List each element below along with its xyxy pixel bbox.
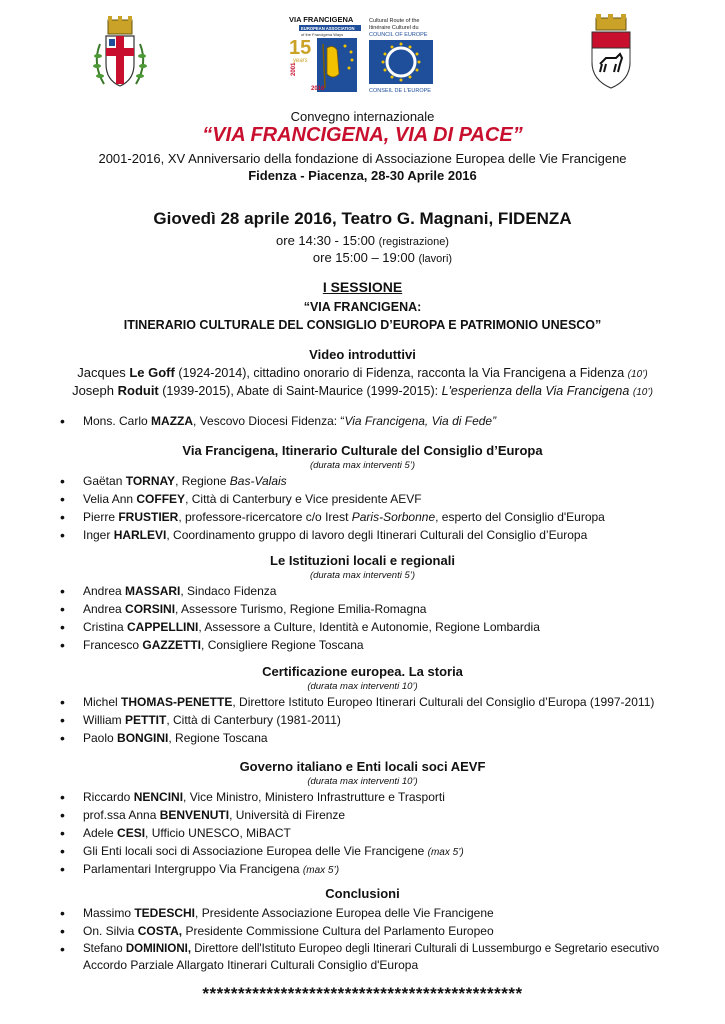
council-of-europe-logo <box>367 14 437 94</box>
item-italic: Bas-Valais <box>229 474 287 488</box>
video-heading: Video introduttivi <box>309 347 416 362</box>
item-pre: Massimo <box>83 906 135 920</box>
section-heading: Governo italiano e Enti locali soci AEVF <box>239 759 486 774</box>
list-item <box>60 508 710 526</box>
years-word: years <box>293 58 308 64</box>
item-rest: , professore-ricercatore c/o Irest <box>178 510 352 524</box>
section-list <box>60 582 710 654</box>
video-line2-bold: Roduit <box>117 383 159 398</box>
list-item <box>60 806 710 824</box>
item-italic: (max 5’) <box>302 865 340 876</box>
time-registration-value: ore 14:30 - 15:00 <box>276 233 376 248</box>
item-bold: HARLEVI <box>113 528 167 542</box>
aevf-logo-subtext: of the Francigena Ways <box>301 32 344 37</box>
item-bold: THOMAS-PENETTE <box>121 695 233 709</box>
item-pre: Andrea <box>83 602 126 616</box>
footer-stars: ********************************************* <box>202 984 523 1003</box>
list-item <box>60 636 710 654</box>
item-bold: TEDESCHI <box>134 906 196 920</box>
piacenza-crest-logo <box>588 14 634 90</box>
list-item <box>60 582 710 600</box>
via-francigena-15-years-logo <box>287 14 367 94</box>
list-item <box>60 940 710 958</box>
section-heading: Certificazione europea. La storia <box>262 664 463 679</box>
video-line-roduit <box>0 383 725 398</box>
item-bold: PETTIT <box>125 713 167 727</box>
item-bold: CAPPELLINI <box>127 620 199 634</box>
item-bold: CORSINI <box>125 602 176 616</box>
item-rest: , Regione Toscana <box>168 731 268 745</box>
convegno-label: Convegno internazionale <box>290 109 435 124</box>
item-rest: , Vice Ministro, Ministero Infrastrutture e Trasporti <box>183 790 445 804</box>
item-bold: BONGINI <box>117 731 169 745</box>
item-rest: , Città di Canterbury e Vice presidente AEVF <box>185 492 422 506</box>
video-line1-first: Jacques <box>77 365 130 380</box>
session-subtitle-1: “VIA FRANCIGENA: <box>303 300 422 314</box>
council-of-europe-text: COUNCIL OF EUROPE <box>369 32 428 38</box>
fidenza-crest-logo <box>90 14 150 94</box>
video-line-le-goff <box>0 365 725 380</box>
item-italic: Via Francigena, Via di Fede” <box>344 414 497 428</box>
list-item <box>60 904 710 922</box>
section-heading: Conclusioni <box>325 886 400 901</box>
list-item <box>60 618 710 636</box>
item-pre: Cristina <box>83 620 128 634</box>
item-pre: Gaëtan <box>83 474 126 488</box>
item-rest: , Sindaco Fidenza <box>180 584 277 598</box>
video-line2-first: Joseph <box>72 383 118 398</box>
list-item <box>60 729 710 747</box>
video-line2-note: (10’) <box>632 387 653 398</box>
logo-year-end: 2016 <box>311 86 325 92</box>
time-works-value: ore 15:00 – 19:00 <box>312 250 415 265</box>
section-heading: Le Istituzioni locali e regionali <box>270 553 455 568</box>
item-tail: , esperto del Consiglio d'Europa <box>435 510 605 524</box>
item-rest: , Presidente Associazione Europea delle Vie Francigene <box>195 906 494 920</box>
list-item <box>60 711 710 729</box>
item-pre: Inger <box>83 528 114 542</box>
list-item <box>60 526 710 544</box>
via-francigena-logo-text: VIA FRANCIGENA <box>289 15 354 24</box>
item-pre: Andrea <box>83 584 126 598</box>
item-pre: Pierre <box>83 510 119 524</box>
item-rest: , Consigliere Regione Toscana <box>201 638 364 652</box>
conclusion-continuation: Accordo Parziale Allargato Itinerari Culturali Consiglio d'Europa <box>83 958 419 972</box>
section-list <box>60 472 710 544</box>
item-pre: Mons. Carlo <box>83 414 152 428</box>
video-line1-bold: Le Goff <box>129 365 175 380</box>
item-rest: Direttore dell'Istituto Europeo degli Itinerari Culturali di Lussemburgo e Segretario esecutivo <box>191 943 660 955</box>
list-item <box>60 600 710 618</box>
mazza-list <box>60 412 710 430</box>
video-line1-note: (10’) <box>627 369 648 380</box>
item-rest: , Vescovo Diocesi Fidenza: “ <box>193 414 345 428</box>
item-rest: , Ufficio UNESCO, MiBACT <box>145 826 291 840</box>
item-rest: , Assessore a Culture, Identità e Autonomie, Regione Lombardia <box>198 620 540 634</box>
conseil-de-l-europe-text: CONSEIL DE L'EUROPE <box>369 88 431 94</box>
item-bold: BENVENUTI <box>159 808 230 822</box>
place-dates: Fidenza - Piacenza, 28-30 Aprile 2016 <box>248 168 477 183</box>
item-bold: COSTA, <box>137 924 183 938</box>
section-note: (durata max interventi 5’) <box>309 460 416 471</box>
item-rest: , Coordinamento gruppo di lavoro degli Itinerari Culturali del Consiglio d’Europa <box>166 528 588 542</box>
video-line2-rest: (1939-2015), Abate di Saint-Maurice (1999-2015): <box>158 384 442 398</box>
section-note: (durata max interventi 10’) <box>307 776 418 787</box>
item-pre: Francesco <box>83 638 143 652</box>
item-pre: Adele <box>83 826 118 840</box>
time-works-note: (lavori) <box>418 253 453 265</box>
item-rest: , Direttore Istituto Europeo Itinerari Culturali del Consiglio d’Europa (1997-2011) <box>232 695 655 709</box>
item-rest: , Assessore Turismo, Regione Emilia-Romagna <box>175 602 427 616</box>
section-note: (durata max interventi 5’) <box>309 570 416 581</box>
list-item <box>60 472 710 490</box>
section-note: (durata max interventi 10’) <box>307 681 418 692</box>
item-pre: Velia Ann <box>83 492 137 506</box>
list-item <box>60 860 710 878</box>
logo-year-start: 2001 <box>291 62 297 76</box>
item-rest: , Università di Firenze <box>229 808 346 822</box>
section-heading: Via Francigena, Itinerario Culturale del Consiglio d’Europa <box>182 443 543 458</box>
years-number: 15 <box>289 37 312 59</box>
item-bold: TORNAY <box>125 474 176 488</box>
list-item <box>60 693 710 711</box>
item-bold: FRUSTIER <box>118 510 179 524</box>
aevf-logo-text: EUROPEAN ASSOCIATION <box>301 26 355 31</box>
time-works <box>0 250 725 265</box>
list-item <box>60 824 710 842</box>
time-registration <box>0 233 725 248</box>
item-bold: NENCINI <box>133 790 184 804</box>
cultural-route-text-1: Cultural Route of the <box>369 18 420 24</box>
session-subtitle-2: ITINERARIO CULTURALE DEL CONSIGLIO D’EUROPA E PATRIMONIO UNESCO” <box>123 318 602 332</box>
item-bold: DOMINIONI, <box>125 943 192 955</box>
item-pre: Stefano <box>83 943 126 955</box>
item-bold: GAZZETTI <box>142 638 202 652</box>
video-line2-italic: L'esperienza della Via Francigena <box>441 384 630 398</box>
item-bold: COFFEY <box>136 492 186 506</box>
item-pre: Parlamentari Intergruppo Via Francigena <box>83 862 303 876</box>
video-line1-rest: (1924-2014), cittadino onorario di Fidenza, racconta la Via Francigena a Fidenza <box>174 366 628 380</box>
list-item <box>60 922 710 940</box>
conference-title: “VIA FRANCIGENA, VIA DI PACE” <box>202 124 523 146</box>
item-bold: MASSARI <box>125 584 181 598</box>
section-list <box>60 904 710 958</box>
item-italic: (max 5’) <box>427 847 464 858</box>
item-pre: Riccardo <box>83 790 134 804</box>
item-rest: , Regione <box>175 474 230 488</box>
time-registration-note: (registrazione) <box>378 236 449 248</box>
item-pre: prof.ssa Anna <box>83 808 160 822</box>
list-item <box>60 788 710 806</box>
anniversary-line: 2001-2016, XV Anniversario della fondazione di Associazione Europea delle Vie Francigene <box>98 151 627 166</box>
day-heading: Giovedì 28 aprile 2016, Teatro G. Magnani, FIDENZA <box>153 209 572 228</box>
item-rest: , Città di Canterbury (1981-2011) <box>166 713 341 727</box>
session-title: I SESSIONE <box>322 279 403 295</box>
item-bold: CESI <box>117 826 146 840</box>
list-item <box>60 412 710 430</box>
item-rest: Presidente Commissione Cultura del Parlamento Europeo <box>182 924 494 938</box>
item-bold: MAZZA <box>151 414 194 428</box>
item-pre: Michel <box>83 695 122 709</box>
section-list <box>60 693 710 747</box>
list-item <box>60 842 710 860</box>
item-pre: William <box>83 713 125 727</box>
item-pre: Gli Enti locali soci di Associazione Europea delle Vie Francigene <box>83 844 428 858</box>
item-pre: On. Silvia <box>83 924 138 938</box>
item-italic: Paris-Sorbonne <box>351 510 436 524</box>
item-pre: Paolo <box>83 731 118 745</box>
session-title-wrap <box>0 279 725 297</box>
section-list <box>60 788 710 878</box>
cultural-route-text-2: Itinéraire Culturel du <box>369 25 419 31</box>
list-item <box>60 490 710 508</box>
